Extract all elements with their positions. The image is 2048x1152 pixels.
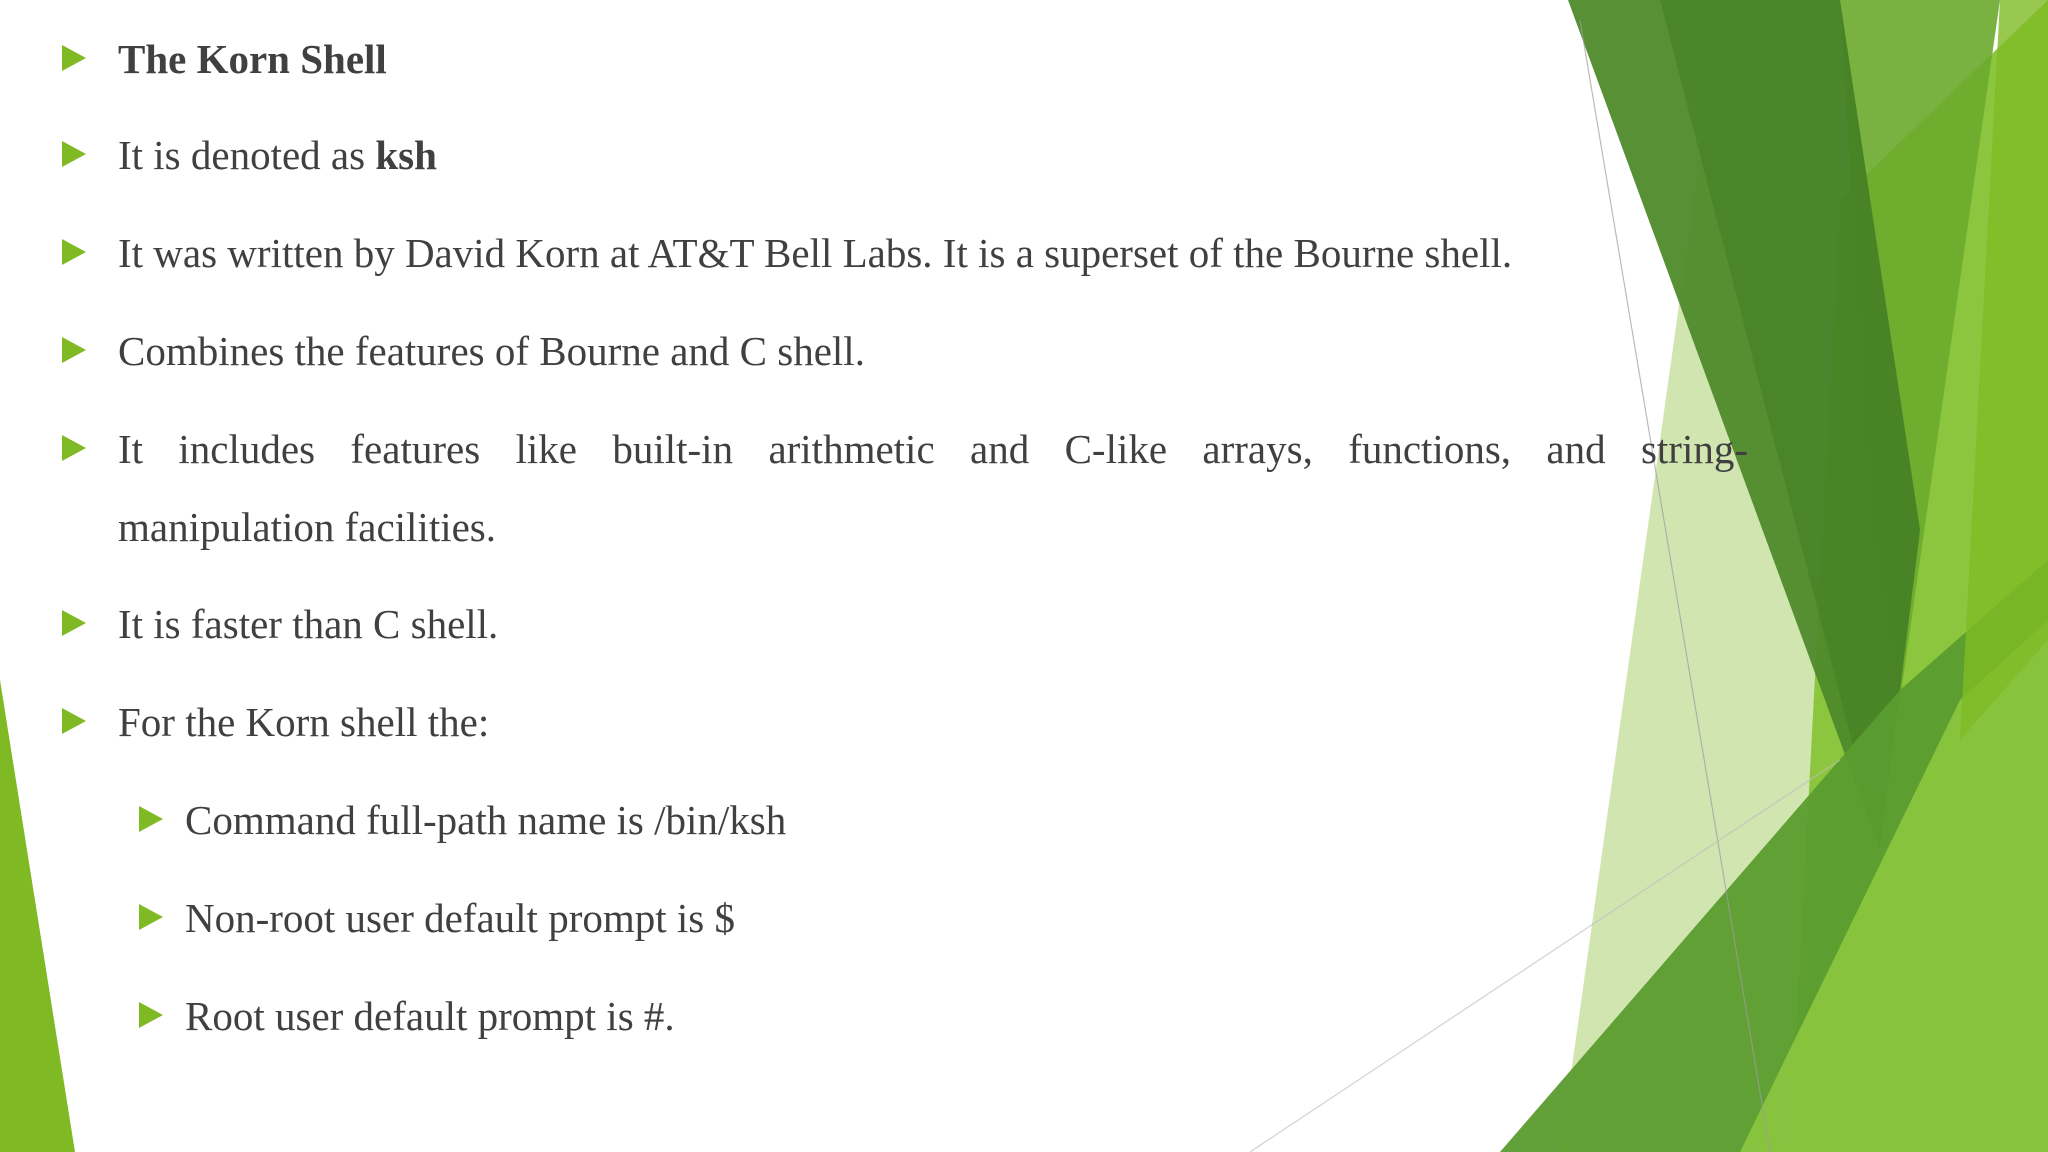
word: It	[118, 426, 144, 472]
word: arithmetic	[768, 426, 935, 472]
bullet-written-by: It was written by David Korn at AT&T Bell Labs. It is a superset of the Bourne shell.	[118, 230, 1513, 276]
slide-title: The Korn Shell	[118, 36, 387, 82]
word: arrays,	[1202, 426, 1313, 472]
word: like	[515, 426, 577, 472]
bullet-includes-line2: manipulation facilities.	[118, 504, 497, 550]
word: and	[1546, 426, 1606, 472]
word: includes	[178, 426, 316, 472]
bullet-denoted-as	[118, 130, 437, 180]
bullet-arrow-icon	[62, 610, 86, 636]
bullet-faster: It is faster than C shell.	[118, 601, 499, 647]
bullet-for-korn: For the Korn shell the:	[118, 699, 490, 745]
sub-bullet-root-prompt: Root user default prompt is #.	[185, 993, 675, 1039]
word: and	[970, 426, 1030, 472]
word: features	[350, 426, 481, 472]
word: string-	[1640, 426, 1748, 472]
bullet-arrow-icon	[62, 435, 86, 461]
word: functions,	[1348, 426, 1512, 472]
sub-bullet-arrow-icon	[139, 904, 163, 930]
bullet-includes-line1	[118, 424, 1748, 474]
sub-bullet-nonroot-prompt: Non-root user default prompt is $	[185, 895, 735, 941]
sub-bullet-arrow-icon	[139, 1002, 163, 1028]
bullet-arrow-icon	[62, 708, 86, 734]
bullet-arrow-icon	[62, 45, 86, 71]
word: C-like	[1064, 426, 1168, 472]
sub-bullet-command-path: Command full-path name is /bin/ksh	[185, 797, 787, 843]
bullet-denoted-ksh: ksh	[375, 132, 437, 178]
bullet-combines: Combines the features of Bourne and C shell.	[118, 328, 865, 374]
bullet-arrow-icon	[62, 239, 86, 265]
sub-bullet-arrow-icon	[139, 806, 163, 832]
word: built-in	[612, 426, 734, 472]
bullet-arrow-icon	[62, 141, 86, 167]
bullet-arrow-icon	[62, 337, 86, 363]
bullet-denoted-prefix: It is denoted as	[118, 132, 376, 178]
